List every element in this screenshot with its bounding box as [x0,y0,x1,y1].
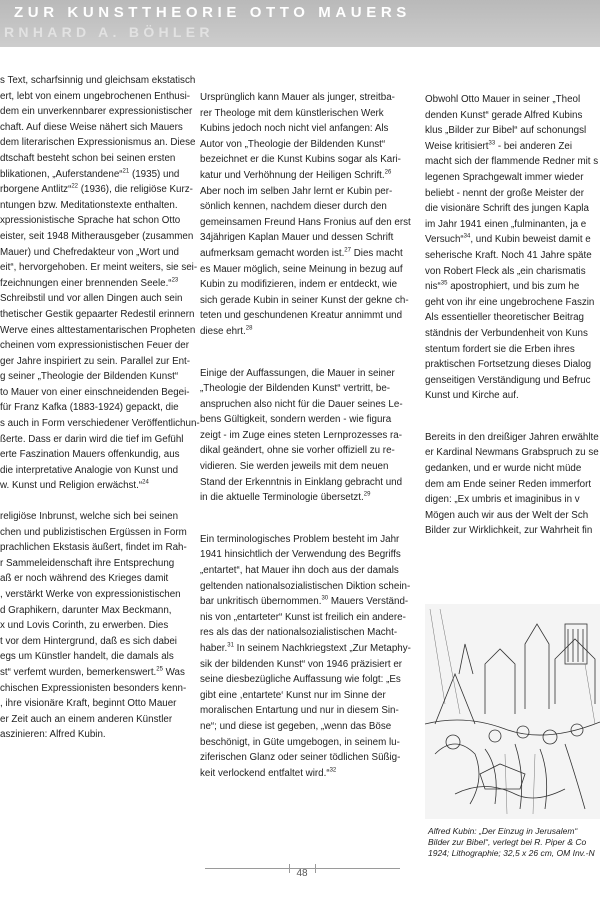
text-line: es Mauer möglich, seine Meinung in bezug auf [200,263,403,275]
text-line: dikal geändert, ohne sie vorher offiziell zu re- [200,445,395,457]
text-line: Versuch“$^{34}$, und Kubin beweist damit e [425,234,591,246]
paragraph [425,92,600,404]
text-line: eister, seit 1948 Mitherausgeber (zusammen [0,230,194,242]
text-line: die interpretative Analogie von Kunst und [0,464,179,476]
text-line: cheinen vom expressionistischen Feuer der [0,340,189,352]
footnote-ref: 22 [71,183,79,190]
paragraph [200,90,411,340]
footnote-ref: 31 [227,642,234,649]
text-line: ger Jahre inspiriert zu sein. Parallel zur Ent- [0,355,191,367]
text-line: eit“, hervorgehoben. Er meint weiters, sie sei- [0,262,198,274]
text-line: anspruchen also nicht für die Dauer seines Le- [200,398,403,410]
text-line: er Zeit auch an einem anderen Künstler [0,713,173,725]
text-line: chischen Expressionisten besonders kenn- [0,682,187,694]
text-line: 34jährigen Kaplan Mauer und dessen Schrift [200,232,394,244]
footnote-ref: 26 [384,169,392,176]
text-line: diese ehrt.$^{28}$ [200,325,253,337]
text-line: macht sich der flammende Redner mit s [425,156,599,168]
text-line: religiöse Inbrunst, welche sich bei seinen [0,511,179,523]
footnote-ref: 33 [488,140,496,147]
text-line: Kubins jedoch noch nicht viel anfangen: Als [200,123,389,135]
text-line: ßerte. Dass er darin wird die tief im Gefühl [0,433,184,445]
footnote-ref: 30 [321,595,329,602]
text-line: dem ein unverkennbarer expressionistischer [0,106,193,118]
text-line: st“ verfemt wurden, bemerkenswert.$^{25}$ Was [0,666,185,678]
text-column-2 [200,90,411,796]
text-line: in die aktuelle Terminologie übersetzt.$^{29}$ [200,491,371,504]
text-line: dem literarischen Expressionismus an. Diese [0,137,196,149]
text-line: er Kardinal Newmans Grabspruch zu se [425,447,599,459]
text-line: keit verlockend entfaltet wird.“$^{32}$ [200,767,337,779]
text-line: blikationen, „Auferstandene“$^{21}$ (1935) und [0,168,180,180]
text-line: nis von „entarteter“ Kunst ist freilich ein andere- [200,611,406,623]
text-line: Einige der Auffassungen, die Mauer in seiner [200,367,395,379]
text-line: teten und geschundenen Kreatur annimmt und [200,310,403,322]
text-line: chen und publizistischen Ergüssen in Form [0,526,187,538]
text-line: Schreibstil und vor allen Dingen auch sein [0,293,183,305]
page-number: 48 [296,868,308,879]
text-line: rborgene Antlitz“$^{22}$ (1936), die religiöse Kurz- [0,183,193,196]
text-line: „entartet“, hat Mauer ihn doch aus der damals [200,565,399,577]
text-line: gibt eine ,entartete‘ Kunst nur im Sinne der [200,689,386,701]
running-author: RNHARD A. BÖHLER [4,24,214,40]
text-line: , verstärkt Werke von expressionistischen [0,589,181,600]
text-line: s auch in Form verschiedener Veröffentlichun- [0,418,200,430]
text-line: d Graphikern, darunter Max Beckmann, [0,604,172,616]
text-line: Stand der Erkenntnis in Einklang gebracht und [200,476,403,488]
lithograph-sketch [425,604,600,819]
text-line: beliebt - nennt der große Meister der [425,187,585,199]
footnote-ref: 32 [329,767,337,774]
text-line: katur und Verhöhnung der Heiligen Schrift.$^{26}$ [200,169,392,181]
text-line: praktischen Fortsetzung dieses Dialog [425,359,592,371]
text-line: nis“$^{35}$ apostrophiert, und bis zum he [425,280,580,293]
text-line: Werve eines alttestamentarischen Propheten [0,324,196,336]
text-line: moralischen Entartung und nur in diesem Sin- [200,705,399,717]
text-line: denden Kunst“ gerade Alfred Kubins [425,109,583,121]
footer-tick [315,864,316,873]
text-line: digen: „Ex umbris et imaginibus in v [425,494,580,506]
text-line: die visionäre Schrift des jungen Kapla [425,203,589,215]
text-line: w. Kunst und Religion erwächst.“$^{24}$ [0,480,149,492]
paragraph [200,532,411,782]
text-line: res als das der nationalsozialistischen Macht- [200,627,398,639]
text-line: ntungen bzw. Meditationstexte enthalten. [0,199,178,211]
text-line: chaft. Auf diese Weise nähert sich Mauers [0,121,183,133]
footnote-ref: 23 [171,277,179,284]
footnote-ref: 21 [122,168,130,175]
footnote-ref: 28 [245,325,253,332]
text-line: sich gerade Kubin in seiner Kunst der gekne ch- [200,294,409,306]
footnote-ref: 29 [363,491,371,498]
text-line: Ein terminologisches Problem besteht im Jahr [200,533,400,545]
text-line: aß er noch während des Krieges damit [0,573,169,585]
text-line: stentum fordert sie die Erben ihres [425,343,575,355]
text-line: Autor von „Theologie der Bildenden Kunst“ [200,138,386,150]
text-line: aufmerksam gemacht worden ist.$^{27}$ Dies macht [200,247,403,259]
header-band [0,0,600,47]
lithograph-illustration [425,604,600,819]
text-line: s Text, scharfsinnig und gleichsam ekstatisch [0,75,196,86]
text-line: Obwohl Otto Mauer in seiner „Theol [425,94,581,105]
text-line: von Robert Fleck als „ein charismatis [425,265,586,277]
text-line: Kubin zu modifizieren, indem er entdeckt, wie [200,279,398,291]
text-line: egs um Künstler handelt, die damals als [0,651,174,663]
text-column-1 [0,73,200,758]
text-line: bezeichnet er die Kunst Kubins sogar als Kari- [200,154,401,166]
text-line: geht von ihr eine ungebrochene Faszin [425,296,595,308]
text-column-3 [425,92,600,554]
text-line: haber.$^{31}$ In seinem Nachkriegstext „Zur Metaphy- [200,642,411,654]
running-title: ZUR KUNSTTHEORIE OTTO MAUERS [14,4,411,21]
text-line: xpressionistische Sprache hat schon Otto [0,215,181,227]
caption-line: Bilder zur Bibel“, verlegt bei R. Piper & Co [428,837,587,847]
text-line: bar unkritisch übernommen.$^{30}$ Mauers Verständ- [200,595,409,608]
paragraph [200,366,403,506]
text-line: t vor dem Hintergrund, daß es sich dabei [0,635,177,647]
text-line: geltenden nationalsozialistischen Diktion schein- [200,580,411,592]
text-line: legenen Sprachgewalt immer wieder [425,171,584,183]
text-line: r Sammeleidenschaft ihre Entsprechung [0,557,175,569]
text-line: gemeinsamen Freund Hans Fronius auf den erst [200,216,411,228]
text-line: fzeichnungen einer brennenden Seele.“$^{23}$ [0,277,179,289]
footnote-ref: 25 [156,666,163,673]
text-line: Weise kritisiert$^{33}$ - bei anderen Zei [425,140,572,152]
caption-line: Alfred Kubin: „Der Einzug in Jerusalem“ [428,826,578,836]
text-line: seine diesbezügliche Auffassung wie folgt: „Es [200,674,401,686]
text-line: im Jahr 1941 einen „fulminanten, ja e [425,218,587,230]
paragraph [0,73,200,494]
footnote-ref: 35 [440,280,448,287]
footnote-ref: 24 [142,480,149,487]
text-line: ständnis der Verbundenheit von Kuns [425,327,588,339]
text-line: thetischer Gestik gepaarter Redestil erinnern [0,308,195,320]
footnote-ref: 27 [344,247,351,254]
text-line: dem am Ende seiner Reden immerfort [425,478,592,490]
text-line: sik der bildenden Kunst“ von 1946 präzisiert er [200,658,403,670]
text-line: ert, lebt von einem ungebrochenen Enthusi- [0,90,191,102]
text-line: bens Gültigkeit, sondern werden - wie figura [200,414,392,426]
text-line: klus „Bilder zur Bibel“ auf schonungsl [425,125,587,137]
paragraph [425,430,600,539]
text-line: , ihre visionäre Kraft, beginnt Otto Mauer [0,698,177,710]
footnote-ref: 34 [463,234,471,241]
text-line: beschönigt, in Güte umgebogen, in seinem lu- [200,736,400,748]
text-line: erte Faszination Mauers offenkundig, aus [0,449,180,461]
text-line: rer Theologe mit dem künstlerischen Werk [200,107,384,119]
text-line: dtschaft besteht schon bei seinen ersten [0,152,176,164]
text-line: Kunst und Kirche auf. [425,390,519,402]
text-line: g seiner „Theologie der Bildenden Kunst“ [0,371,179,383]
text-line: Aber noch im selben Jahr lernt er Kubin per- [200,185,393,197]
text-line: für Franz Kafka (1883-1924) gepackt, die [0,402,179,414]
text-line: ziferischen Glanz oder seiner tödlichen Süßig- [200,752,401,764]
text-line: Bereits in den dreißiger Jahren erwählte [425,431,599,443]
text-line: x und Lovis Corinth, zu erwerben. Dies [0,620,169,632]
caption-line: 1924; Lithographie; 32,5 x 26 cm, OM Inv.-N [428,848,595,858]
text-line: genseitigen Verständigung und Befruc [425,374,591,386]
text-line: Bilder zur Wirklichkeit, zur Wahrheit fin [425,525,593,537]
text-line: Mauer) und Chefredakteur von „Wort und [0,246,179,258]
text-line: Ursprünglich kann Mauer als junger, streitba- [200,92,395,103]
text-line: Als essentieller theoretischer Beitrag [425,312,585,324]
text-line: aszinieren: Alfred Kubin. [0,729,106,741]
text-line: gedanken, und er wurde nicht müde [425,463,582,475]
text-line: to Mauer von einer einschneidenden Begei- [0,386,190,398]
text-line: sönlich kennen, nachdem dieser durch den [200,201,387,213]
text-line: zeigt - im Zuge eines steten Lernprozesses ra- [200,429,403,441]
text-line: vidieren. Sie werden jeweils mit dem neuen [200,461,389,473]
text-line: prachlichen Ekstasis äußert, findet im Rah- [0,542,187,554]
figure-caption [428,826,600,859]
text-line: 1941 hinsichtlich der Verwendung des Begriffs [200,549,401,561]
text-line: „Theologie der Bildenden Kunst“ vertritt, be- [200,383,391,395]
text-line: Mögen auch wir aus der Welt der Sch [425,509,589,521]
text-line: ne“; und diese ist gegeben, „wenn das Böse [200,720,392,732]
text-line: seherische Kraft. Noch 41 Jahre späte [425,249,592,261]
paragraph [0,509,186,743]
